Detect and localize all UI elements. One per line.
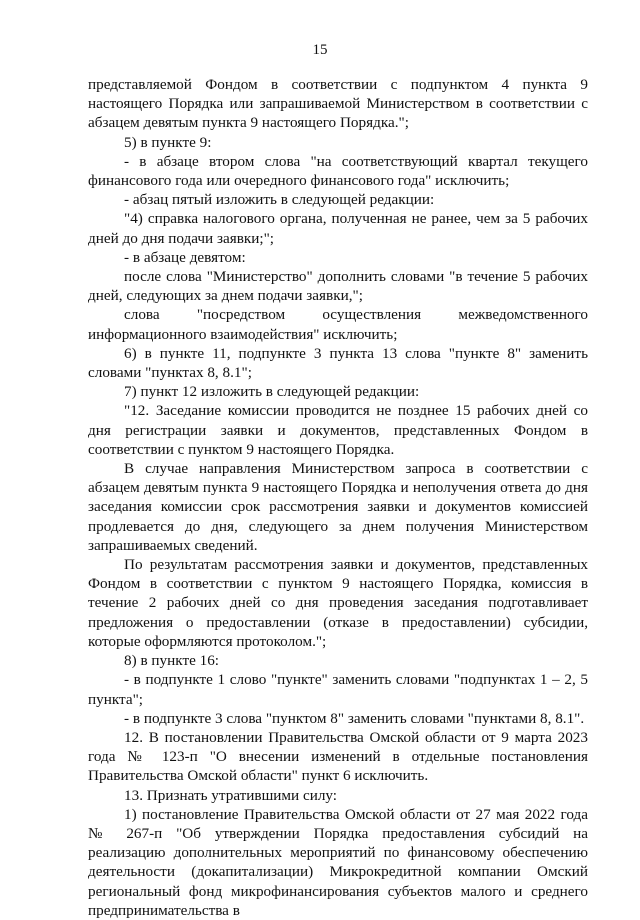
paragraph: По результатам рассмотрения заявки и документов, представленных Фондом в соответствии с пунктом 9 настоящего Порядка, комиссия в течение 2 рабочих дней со дня проведения заседания подготавливает предложения о предоставлении (отказе в предоставлении) субсидии, которые оформляются протоколом."; [88, 556, 588, 650]
document-body [88, 75, 588, 920]
paragraph: - абзац пятый изложить в следующей редакции: [124, 191, 435, 209]
paragraph: В случае направления Министерством запроса в соответствии с абзацем девятым пункта 9 настоящего Порядка и неполучения ответа до дня заседания комиссии срок рассмотрения заявки и документов комиссией продлевается до дня, следующего за днем получения Министерством запрашиваемых сведений. [88, 460, 588, 554]
paragraph: слова "посредством осуществления межведомственного информационного взаимодействия" исключить; [88, 306, 588, 343]
paragraph: 12. В постановлении Правительства Омской области от 9 марта 2023 года № 123-п "О внесении изменений в отдельные постановления Правительства Омской области" пункт 6 исключить. [88, 728, 588, 785]
paragraph: - в абзаце втором слова "на соответствующий квартал текущего финансового года или очередного финансового года" исключить; [88, 152, 588, 190]
paragraph: 8) в пункте 16: [124, 652, 220, 670]
paragraph: 13. Признать утратившими силу: [124, 786, 338, 804]
paragraph: - в подпункте 1 слово "пункте" заменить словами "подпунктах 1 – 2, 5 пункта"; [88, 671, 588, 708]
paragraph: после слова "Министерство" дополнить словами "в течение 5 рабочих дней, следующих за днем подачи заявки,"; [88, 268, 588, 305]
paragraph: - в подпункте 3 слова "пунктом 8" заменить словами "пунктами 8, 8.1". [124, 709, 585, 727]
paragraph: 5) в пункте 9: [124, 133, 212, 151]
page-number: 15 [312, 42, 328, 58]
paragraph: 7) пункт 12 изложить в следующей редакции: [124, 383, 420, 401]
paragraph: 6) в пункте 11, подпункте 3 пункта 13 слова "пункте 8" заменить словами "пунктах 8, 8.1"; [88, 344, 588, 382]
paragraph: 1) постановление Правительства Омской области от 27 мая 2022 года № 267-п "Об утверждении Порядка предоставления субсидий на реализацию дополнительных мероприятий по финансовому обеспечению деятельности (докапитализации) Микрокредитной компании Омский региональный фонд микрофинансирования субъектов малого и среднего предпринимательства в [88, 805, 588, 919]
paragraph: "4) справка налогового органа, полученная не ранее, чем за 5 рабочих дней до дня подачи заявки;"; [88, 210, 588, 247]
paragraph: представляемой Фондом в соответствии с подпунктом 4 пункта 9 настоящего Порядка или запрашиваемой Министерством в соответствии с абзацем девятым пункта 9 настоящего Порядка."; [88, 76, 588, 132]
paragraph: - в абзаце девятом: [124, 248, 246, 266]
paragraph: "12. Заседание комиссии проводится не позднее 15 рабочих дней со дня регистрации заявки и документов, представленных Фондом в соответствии с пунктом 9 настоящего Порядка. [88, 402, 588, 458]
